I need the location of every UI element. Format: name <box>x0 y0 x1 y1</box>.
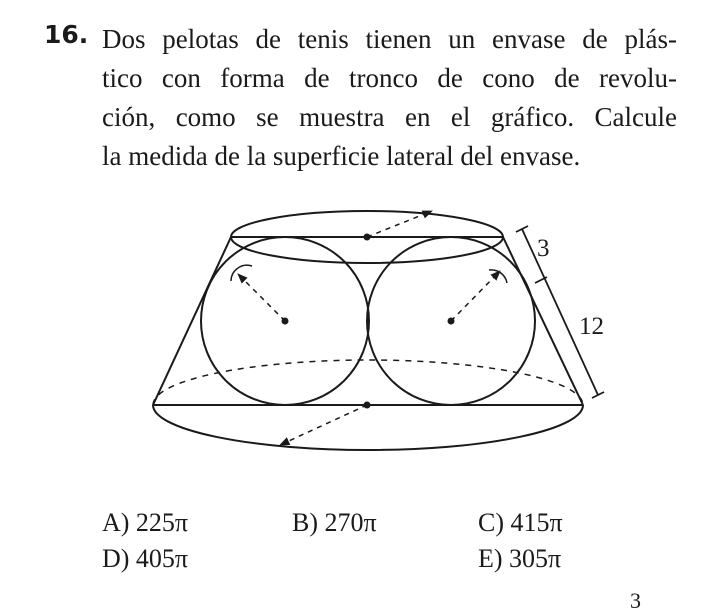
option-d[interactable]: D) 405π <box>102 544 189 573</box>
option-c[interactable]: C) 415π <box>478 508 563 537</box>
problem-line: ción, como se muestra en el gráfico. Calcule <box>102 102 677 132</box>
segment-label-12: 12 <box>579 313 604 340</box>
left-ball-radius-arrow <box>238 274 285 321</box>
bottom-radius-arrow <box>280 405 367 445</box>
segment-label-3: 3 <box>537 235 550 262</box>
problem-number: 16. <box>44 20 89 49</box>
measure-line <box>522 229 598 395</box>
problem-line: Dos pelotas de tenis tienen un envase de plás- <box>102 24 677 54</box>
option-a[interactable]: A) 225π <box>102 508 189 537</box>
right-tangency-arc <box>489 270 507 283</box>
bottom-base-back <box>153 360 583 405</box>
problem-line: la medida de la superficie lateral del envase. <box>102 141 581 171</box>
bottom-base-front <box>153 405 583 450</box>
right-generatrix <box>503 237 583 405</box>
option-b[interactable]: B) 270π <box>292 508 377 537</box>
page-mark: 3 <box>630 588 641 613</box>
problem-line: tico con forma de tronco de cono de revolu- <box>102 63 677 93</box>
top-radius-arrow <box>367 211 432 237</box>
option-e[interactable]: E) 305π <box>478 544 562 573</box>
left-tangency-arc <box>231 265 252 281</box>
right-ball-radius-arrow <box>451 271 500 321</box>
